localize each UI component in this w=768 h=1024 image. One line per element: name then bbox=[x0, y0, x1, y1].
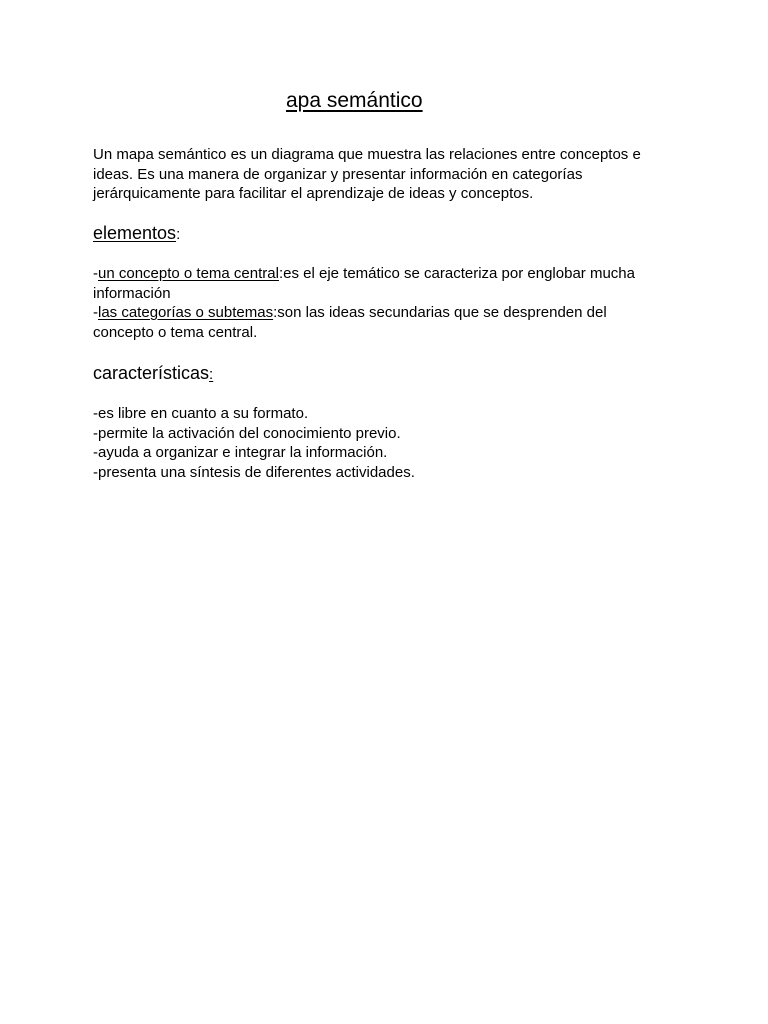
heading-text: características bbox=[93, 363, 210, 383]
list-item: -presenta una síntesis de diferentes actividades. bbox=[93, 463, 415, 481]
document-title: apa semántico bbox=[286, 89, 423, 112]
intro-line: Un mapa semántico es un diagrama que muestra las relaciones entre conceptos e bbox=[93, 146, 641, 163]
item-text: :es el eje temático se caracteriza por englobar mucha bbox=[278, 265, 635, 282]
section-heading-caracteristicas bbox=[93, 362, 213, 386]
caracteristicas-list bbox=[93, 404, 693, 482]
item-prefix: - bbox=[93, 304, 98, 321]
list-item: -ayuda a organizar e integrar la información. bbox=[93, 444, 388, 461]
item-term: un concepto o tema central bbox=[98, 265, 279, 282]
intro-line: jerárquicamente para facilitar el aprendizaje de ideas y conceptos. bbox=[93, 185, 534, 202]
list-item: -es libre en cuanto a su formato. bbox=[93, 405, 309, 422]
list-item bbox=[93, 303, 693, 323]
elementos-list bbox=[93, 264, 693, 342]
item-prefix: - bbox=[93, 265, 98, 282]
section-heading-elementos bbox=[93, 222, 180, 246]
list-item-continuation: información bbox=[93, 284, 171, 302]
list-item-continuation: concepto o tema central. bbox=[93, 323, 258, 341]
heading-colon: : bbox=[209, 366, 214, 383]
heading-text: elementos bbox=[93, 223, 177, 243]
item-term: las categorías o subtemas bbox=[98, 304, 274, 321]
item-text: :son las ideas secundarias que se desprenden del bbox=[273, 304, 607, 321]
heading-colon: : bbox=[176, 226, 181, 243]
intro-paragraph bbox=[93, 145, 693, 204]
list-item: -permite la activación del conocimiento previo. bbox=[93, 424, 401, 442]
list-item bbox=[93, 264, 693, 284]
intro-line: ideas. Es una manera de organizar y presentar información en categorías bbox=[93, 165, 583, 183]
